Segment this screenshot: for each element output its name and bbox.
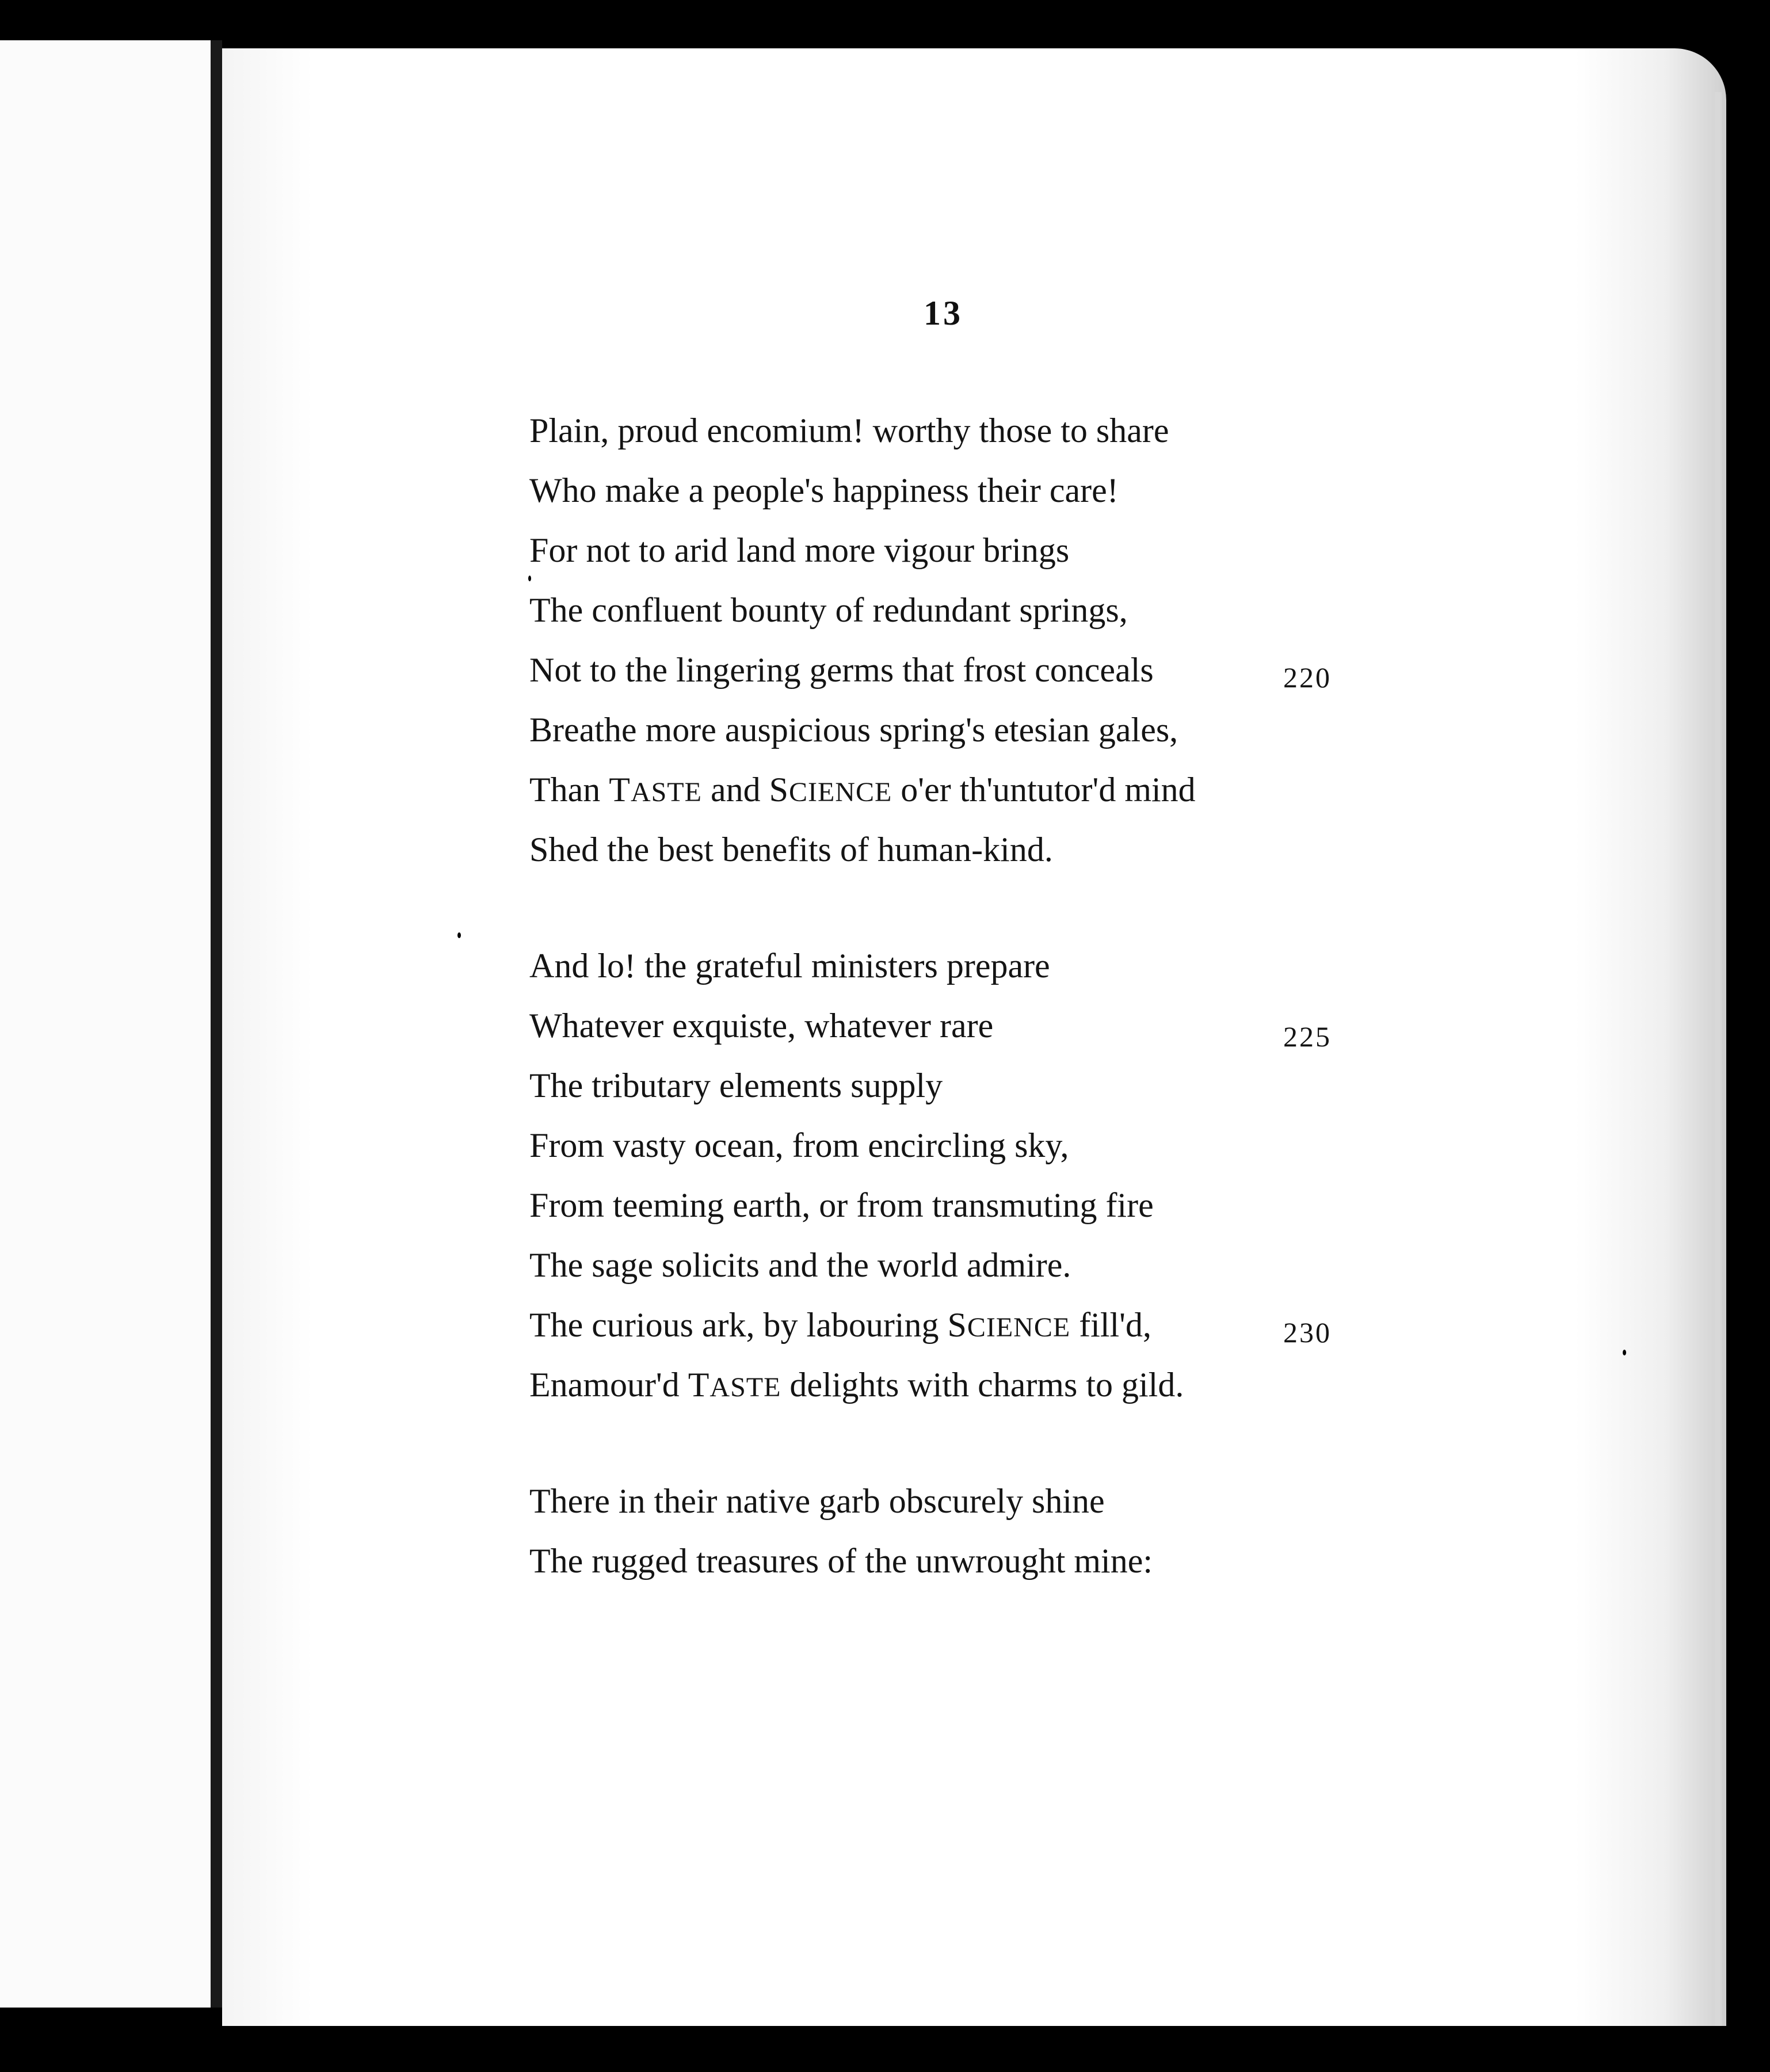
poem-line: There in their native garb obscurely shine bbox=[529, 1482, 1105, 1520]
line-number: 230 bbox=[1283, 1316, 1332, 1349]
poem-line: Plain, proud encomium! worthy those to share bbox=[529, 412, 1169, 450]
poem-line: Whatever exquiste, whatever rare bbox=[529, 1007, 994, 1045]
line-text: delights with charms to gild. bbox=[781, 1366, 1184, 1404]
poem-line: Breathe more auspicious spring's etesian gales, bbox=[529, 711, 1178, 749]
poem-line: From vasty ocean, from encircling sky, bbox=[529, 1126, 1069, 1164]
line-number: 220 bbox=[1283, 661, 1332, 694]
small-caps-initial: S bbox=[947, 1306, 967, 1344]
poem-line: Not to the lingering germs that frost conceals bbox=[529, 651, 1154, 689]
small-caps-word bbox=[609, 771, 702, 809]
small-caps-initial: T bbox=[688, 1366, 710, 1404]
line-text: The curious ark, by labouring bbox=[529, 1306, 948, 1344]
poem-line: And lo! the grateful ministers prepare bbox=[529, 947, 1050, 985]
line-text: fill'd, bbox=[1070, 1306, 1151, 1344]
small-caps-rest: CIENCE bbox=[788, 777, 892, 808]
line-text: Enamour'd bbox=[529, 1366, 688, 1404]
small-caps-rest: CIENCE bbox=[967, 1312, 1071, 1343]
poem-line: Shed the best benefits of human-kind. bbox=[529, 831, 1053, 869]
small-caps-rest: ASTE bbox=[630, 777, 702, 808]
poem-line: The rugged treasures of the unwrought mine: bbox=[529, 1542, 1153, 1580]
small-caps-word bbox=[947, 1306, 1071, 1344]
poem-line bbox=[529, 1308, 1151, 1342]
poem-line: The confluent bounty of redundant springs, bbox=[529, 591, 1128, 629]
poem-line: For not to arid land more vigour brings bbox=[529, 531, 1070, 569]
small-caps-word bbox=[769, 771, 892, 809]
poem-line: From teeming earth, or from transmuting fire bbox=[529, 1186, 1154, 1224]
line-text: Than bbox=[529, 771, 609, 809]
poem-line bbox=[529, 772, 1196, 807]
small-caps-initial: S bbox=[769, 771, 789, 809]
poem-line: The tributary elements supply bbox=[529, 1067, 943, 1104]
small-caps-rest: ASTE bbox=[709, 1372, 781, 1403]
line-text: o'er th'untutor'd mind bbox=[892, 771, 1196, 809]
poem-line: Who make a people's happiness their care! bbox=[529, 471, 1119, 509]
page-number: 13 bbox=[924, 294, 963, 332]
poem-line: The sage solicits and the world admire. bbox=[529, 1246, 1071, 1284]
small-caps-word bbox=[688, 1366, 781, 1404]
line-number: 225 bbox=[1283, 1020, 1332, 1053]
poem-line bbox=[529, 1368, 1184, 1402]
line-text: and bbox=[701, 771, 769, 809]
small-caps-initial: T bbox=[609, 771, 631, 809]
